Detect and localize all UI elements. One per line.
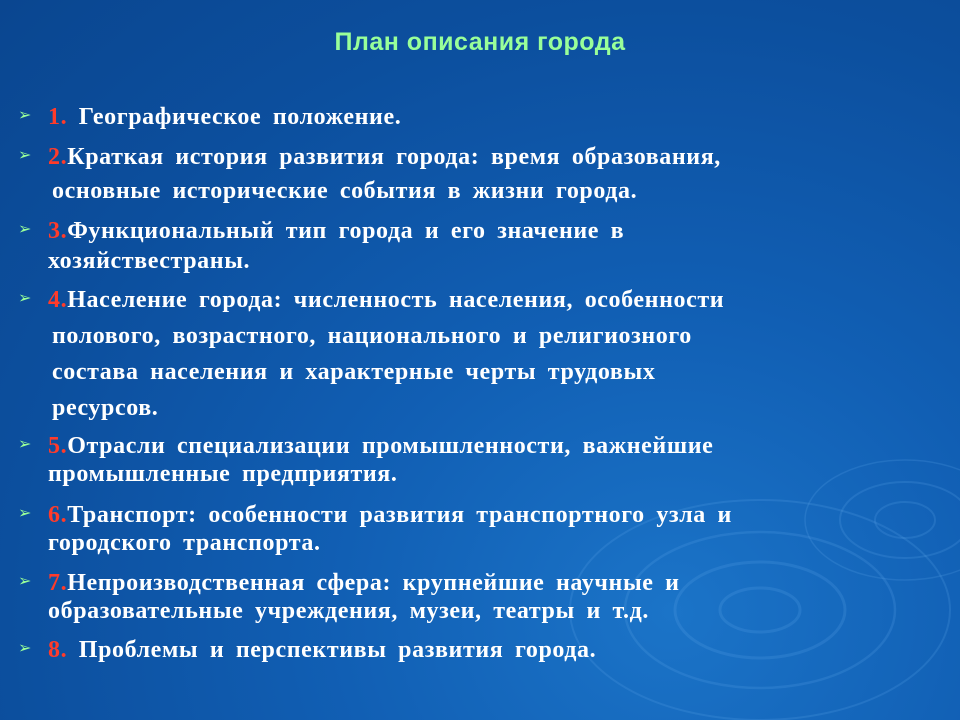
list-item-3: [18, 214, 624, 278]
item-number: 3.: [48, 218, 68, 244]
arrow-bullet-icon: ➢: [18, 288, 33, 307]
list-item-7: [18, 566, 680, 628]
item-text-continued: ресурсов.: [52, 395, 159, 421]
item-text: Непроизводственная сфера: крупнейшие научные и: [67, 570, 680, 596]
item-text: Население города: численность населения, особенности: [67, 287, 725, 313]
arrow-bullet-icon: ➢: [18, 434, 33, 453]
item-number: 2.: [48, 144, 68, 170]
item-number: 1.: [48, 104, 68, 130]
arrow-bullet-icon: ➢: [18, 219, 33, 238]
list-item-5: [18, 429, 713, 491]
item-number: 7.: [48, 570, 68, 596]
item-number: 5.: [48, 433, 68, 459]
item-text: Транспорт: особенности развития транспортного узла и: [67, 502, 732, 528]
item-text-continued: промышленные предприятия.: [48, 461, 398, 487]
item-number: 6.: [48, 502, 68, 528]
item-number: 4.: [48, 287, 68, 313]
item-text: Географическое положение.: [67, 104, 402, 130]
item-number: 8.: [48, 637, 68, 663]
arrow-bullet-icon: ➢: [18, 571, 33, 590]
item-text: Краткая история развития города: время образования,: [67, 144, 721, 170]
item-text-continued: основные исторические события в жизни города.: [52, 178, 638, 204]
item-text: Отрасли специализации промышленности, важнейшие: [67, 433, 714, 459]
item-text-continued: образовательные учреждения, музеи, театры и т.д.: [48, 598, 649, 624]
item-text: Функциональный тип города и его значение в: [67, 218, 625, 244]
item-text-continued: полового, возрастного, национального и религиозного: [52, 323, 692, 349]
list-item-1: [18, 100, 401, 134]
arrow-bullet-icon: ➢: [18, 503, 33, 522]
list-item-8: [18, 633, 596, 667]
item-text-continued: хозяйствестраны.: [48, 248, 251, 274]
list-item-4: [18, 283, 724, 425]
arrow-bullet-icon: ➢: [18, 105, 33, 124]
list-item-6: [18, 498, 732, 560]
arrow-bullet-icon: ➢: [18, 638, 33, 657]
page-title: План описания города: [334, 28, 626, 56]
arrow-bullet-icon: ➢: [18, 145, 33, 164]
list-item-2: [18, 140, 721, 208]
item-text: Проблемы и перспективы развития города.: [67, 637, 597, 663]
item-text-continued: городского транспорта.: [48, 530, 321, 556]
item-text-continued: состава населения и характерные черты трудовых: [52, 359, 656, 385]
